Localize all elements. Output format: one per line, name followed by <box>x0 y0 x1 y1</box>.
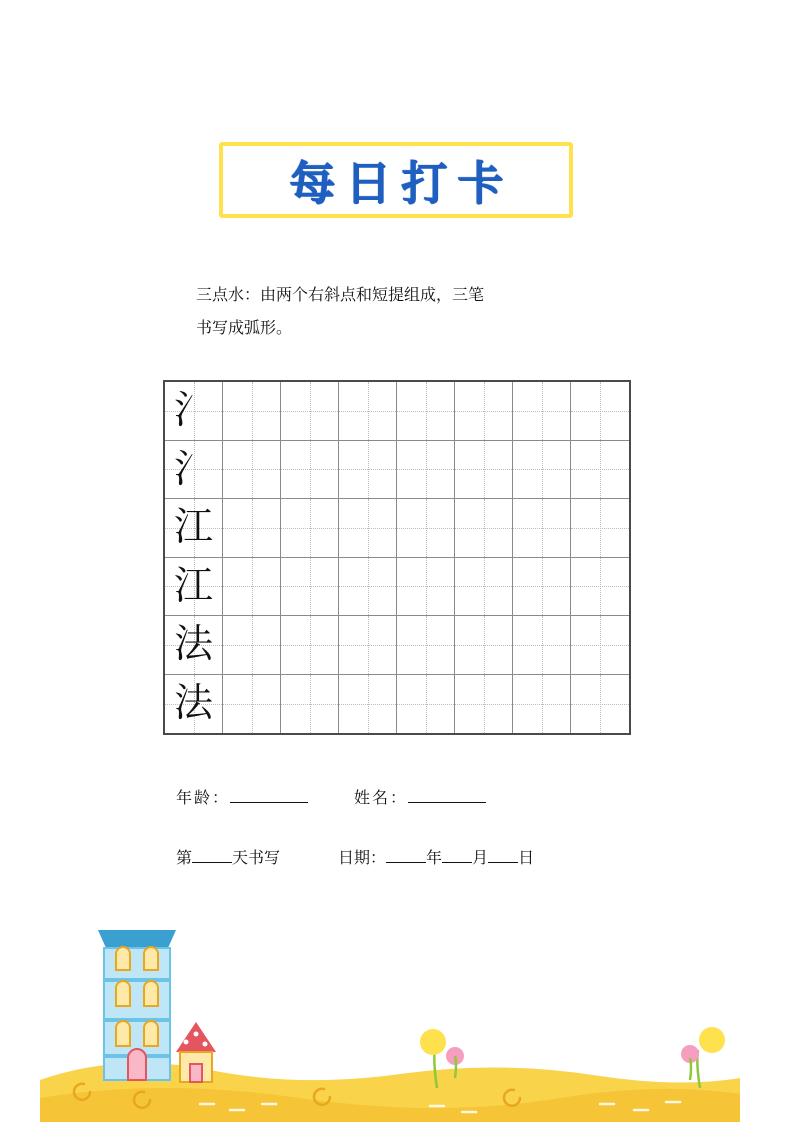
grid-cell[interactable] <box>165 382 223 441</box>
model-character: 江 <box>173 505 213 551</box>
day-date-row <box>176 845 534 868</box>
month-blank[interactable] <box>442 862 472 863</box>
date-label: 日期： <box>338 848 387 867</box>
grid-cell[interactable] <box>165 441 223 500</box>
grid-cell[interactable] <box>397 558 455 617</box>
grid-cell[interactable] <box>571 441 629 500</box>
grid-cell[interactable] <box>513 441 571 500</box>
grid-cell[interactable] <box>397 382 455 441</box>
grid-cell[interactable] <box>455 382 513 441</box>
grid-cell[interactable] <box>513 558 571 617</box>
grid-cell[interactable] <box>339 675 397 734</box>
page-title: 每日打卡 <box>289 156 513 210</box>
model-character: 法 <box>173 681 213 727</box>
grid-cell[interactable] <box>455 616 513 675</box>
year-unit-label: 年 <box>426 848 443 867</box>
flower-icon-1 <box>420 1029 464 1088</box>
grid-cell[interactable] <box>165 616 223 675</box>
grid-cell[interactable] <box>165 558 223 617</box>
grid-cell[interactable] <box>571 499 629 558</box>
title-box <box>219 142 573 218</box>
day-unit-label: 日 <box>518 848 535 867</box>
grid-cell[interactable] <box>397 441 455 500</box>
instruction-line-2: 书写成弧形。 <box>196 318 293 337</box>
date-day-blank[interactable] <box>488 862 518 863</box>
tall-house-icon <box>98 930 176 1080</box>
grid-cell[interactable] <box>455 675 513 734</box>
instruction-line-1: 三点水：由两个右斜点和短提组成，三笔 <box>196 285 485 304</box>
instruction-text <box>196 278 616 344</box>
grid-cell[interactable] <box>223 441 281 500</box>
model-character: 氵 <box>173 446 213 492</box>
grid-cell[interactable] <box>571 382 629 441</box>
grid-cell[interactable] <box>339 558 397 617</box>
age-label: 年龄： <box>176 788 231 807</box>
grid-cell[interactable] <box>397 675 455 734</box>
grid-cell[interactable] <box>397 499 455 558</box>
grid-cell[interactable] <box>455 499 513 558</box>
grid-cell[interactable] <box>281 616 339 675</box>
grid-cell[interactable] <box>339 382 397 441</box>
grid-cell[interactable] <box>165 499 223 558</box>
ground-hill-front-icon <box>40 1088 740 1122</box>
ground-hill-icon <box>40 1063 740 1122</box>
grid-cell[interactable] <box>455 441 513 500</box>
grid-cell[interactable] <box>281 675 339 734</box>
name-label: 姓名： <box>354 788 409 807</box>
grid-cell[interactable] <box>513 616 571 675</box>
grid-cell[interactable] <box>223 382 281 441</box>
name-blank[interactable] <box>408 802 486 803</box>
day-prefix-label: 第 <box>176 848 193 867</box>
grid-cell[interactable] <box>339 616 397 675</box>
day-suffix-label: 天书写 <box>232 848 281 867</box>
grid-cell[interactable] <box>223 616 281 675</box>
model-character: 氵 <box>173 388 213 434</box>
grid-cell[interactable] <box>397 616 455 675</box>
bottom-illustration <box>0 892 793 1122</box>
grid-cell[interactable] <box>513 675 571 734</box>
student-info-row <box>176 785 486 808</box>
grid-cell[interactable] <box>571 616 629 675</box>
age-blank[interactable] <box>230 802 308 803</box>
grid-cell[interactable] <box>339 441 397 500</box>
small-house-icon <box>176 1022 216 1082</box>
grid-cell[interactable] <box>223 499 281 558</box>
model-character: 江 <box>173 563 213 609</box>
month-unit-label: 月 <box>472 848 489 867</box>
grid-cell[interactable] <box>455 558 513 617</box>
grid-cell[interactable] <box>165 675 223 734</box>
grid-cell[interactable] <box>281 558 339 617</box>
grid-cell[interactable] <box>513 382 571 441</box>
grid-cell[interactable] <box>281 499 339 558</box>
grid-cell[interactable] <box>281 441 339 500</box>
practice-grid[interactable] <box>163 380 631 735</box>
grid-cell[interactable] <box>571 558 629 617</box>
grid-cell[interactable] <box>223 558 281 617</box>
year-blank[interactable] <box>386 862 426 863</box>
model-character: 法 <box>173 622 213 668</box>
grid-cell[interactable] <box>281 382 339 441</box>
day-number-blank[interactable] <box>192 862 232 863</box>
grid-cell[interactable] <box>513 499 571 558</box>
grid-cell[interactable] <box>339 499 397 558</box>
grid-cell[interactable] <box>223 675 281 734</box>
grid-cell[interactable] <box>571 675 629 734</box>
flower-icon-2 <box>681 1027 725 1088</box>
